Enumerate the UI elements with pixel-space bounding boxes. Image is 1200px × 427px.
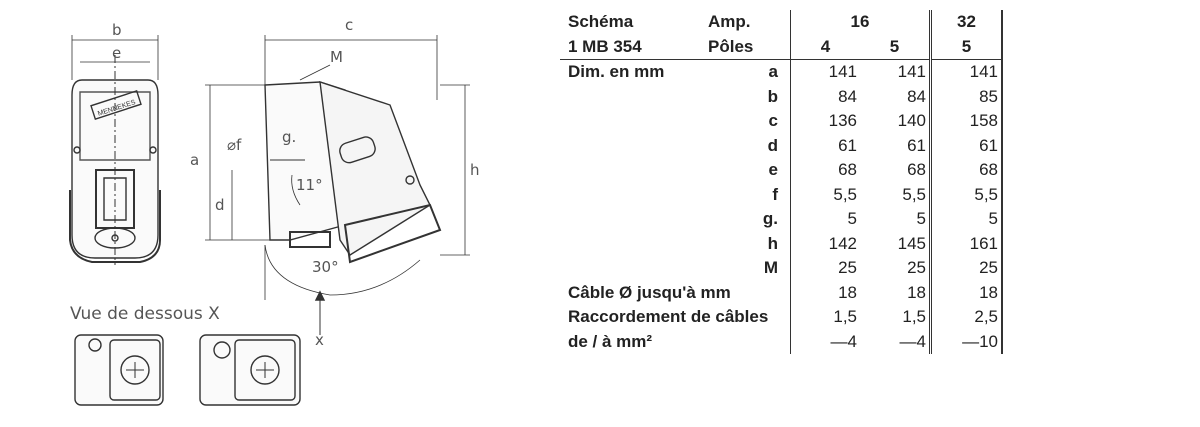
cell-value: 5: [916, 209, 926, 229]
cell-value: 18: [791, 281, 861, 306]
row-key: e: [768, 160, 778, 180]
spec-table: [560, 10, 1003, 354]
row-key: M: [763, 258, 778, 278]
table-row: [560, 85, 1002, 110]
technical-drawing: [0, 0, 560, 427]
cell-value: 5,5: [931, 183, 1003, 208]
bottom-view-left: [75, 335, 163, 405]
cell-value: 136: [791, 109, 861, 134]
table-row: [560, 232, 1002, 257]
dim-label-f: ⌀f: [227, 136, 242, 154]
cell-value: 142: [791, 232, 861, 257]
connection-row: [560, 305, 1002, 330]
cell-value: 61: [931, 134, 1003, 159]
bottom-view-right: [200, 335, 300, 405]
model-label: 1 MB 354: [560, 35, 708, 60]
cell-value: 68: [791, 158, 861, 183]
angle-label-30: 30°: [312, 258, 339, 276]
dim-label-b: b: [112, 21, 122, 39]
front-view: [70, 35, 160, 265]
brand-text: MENNEKES: [96, 99, 137, 118]
header-row-poles: [560, 35, 1002, 60]
poles-value: 5: [860, 35, 931, 60]
cell-value: 18: [931, 281, 1003, 306]
cell-value: —4: [791, 330, 861, 355]
view-label-x: x: [315, 331, 324, 349]
cell-value: 145: [897, 233, 926, 253]
cell-value: 141: [791, 60, 861, 85]
cell-value: 18: [907, 282, 926, 302]
cell-value: 161: [931, 232, 1003, 257]
dim-label-e: e: [112, 44, 122, 62]
table-row: [560, 183, 1002, 208]
dim-label: Dim. en mm: [568, 62, 665, 82]
amp-16: 16: [791, 10, 931, 35]
header-row-amp: [560, 10, 1002, 35]
dim-label-c: c: [345, 16, 354, 34]
connection-row: [560, 330, 1002, 355]
row-key: d: [767, 135, 778, 155]
cell-value: 2,5: [931, 305, 1003, 330]
poles-value: 4: [791, 35, 861, 60]
cell-value: 68: [931, 158, 1003, 183]
cell-value: 1,5: [902, 307, 926, 327]
table-row: [560, 207, 1002, 232]
vue-dessous-label: Vue de dessous X: [70, 304, 220, 324]
dim-label-g: g.: [282, 128, 297, 146]
table-row: [560, 134, 1002, 159]
cell-value: 25: [907, 258, 926, 278]
cell-value: 84: [907, 86, 926, 106]
row-key: c: [768, 111, 778, 131]
dim-label-h: h: [470, 161, 480, 179]
cell-value: 84: [791, 85, 861, 110]
connection-unit-label: de / à mm²: [568, 331, 653, 351]
cell-value: 5: [791, 207, 861, 232]
cell-value: —4: [899, 331, 926, 351]
table-row: [560, 256, 1002, 281]
cell-value: 61: [907, 135, 926, 155]
amp-label: Amp.: [708, 12, 751, 32]
cell-value: 25: [791, 256, 861, 281]
row-key: g.: [762, 209, 778, 229]
cell-value: 141: [931, 60, 1003, 85]
cell-value: 85: [931, 85, 1003, 110]
cell-value: 5,5: [791, 183, 861, 208]
schema-label: Schéma: [568, 12, 634, 32]
cell-value: 5: [931, 207, 1003, 232]
cell-value: 158: [931, 109, 1003, 134]
dim-label-d: d: [215, 196, 225, 214]
cell-value: 1,5: [791, 305, 861, 330]
row-key: f: [772, 184, 778, 204]
table-row: [560, 158, 1002, 183]
cell-value: 68: [907, 160, 926, 180]
cell-value: 140: [897, 111, 926, 131]
angle-label-11: 11°: [296, 176, 323, 194]
cell-value: 25: [931, 256, 1003, 281]
cell-value: —10: [931, 330, 1003, 355]
poles-label: Pôles: [708, 35, 791, 60]
row-key: b: [767, 86, 778, 106]
cable-row: [560, 281, 1002, 306]
table-row: [560, 109, 1002, 134]
cell-value: 141: [897, 62, 926, 82]
side-view: [205, 35, 470, 335]
row-key: a: [768, 62, 778, 82]
amp-32: 32: [931, 10, 1003, 35]
connection-label: Raccordement de câbles: [568, 307, 769, 327]
row-key: h: [767, 233, 778, 253]
dim-label-a: a: [190, 151, 200, 169]
table-row: [560, 60, 1002, 85]
dim-label-M: M: [330, 48, 343, 66]
poles-value: 5: [931, 35, 1003, 60]
cell-value: 5,5: [902, 184, 926, 204]
cable-label: Câble Ø jusqu'à mm: [568, 282, 731, 302]
cell-value: 61: [791, 134, 861, 159]
